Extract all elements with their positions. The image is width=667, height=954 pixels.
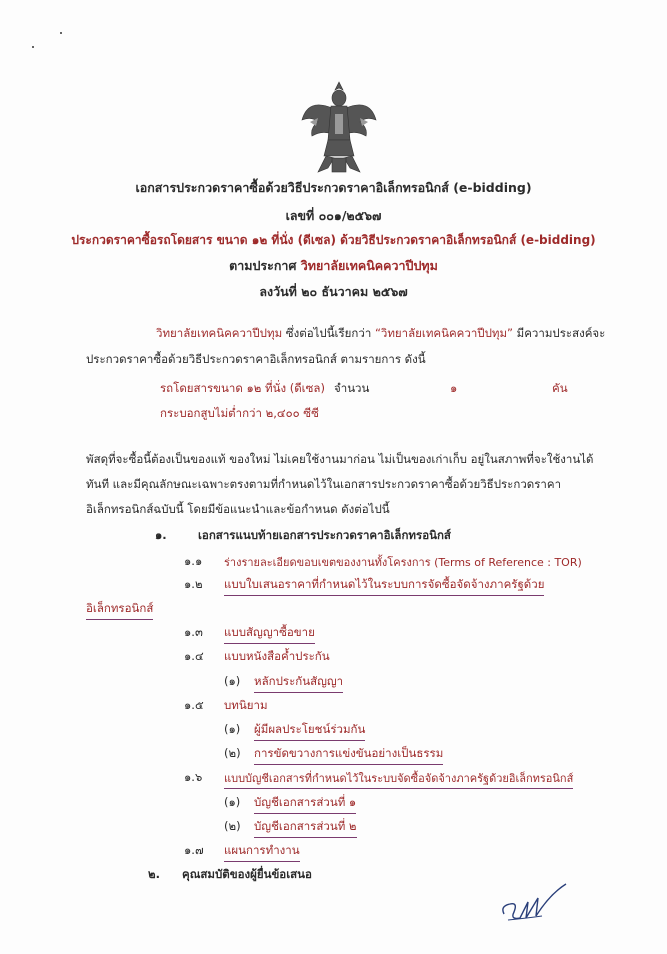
intro-institution-quoted: “วิทยาลัยเทคนิคควาปีปทุม” <box>374 326 513 340</box>
item-1-5-number: ๑.๕ <box>184 698 204 712</box>
item-1-6-sub-2-number: (๒) <box>224 819 241 833</box>
speck <box>60 32 62 34</box>
item-1-4-sub-1-text: หลักประกันสัญญา <box>254 673 343 693</box>
section-1-title: เอกสารแนบท้ายเอกสารประกวดราคาอิเล็กทรอนิกส์ <box>198 528 451 542</box>
item-qty-label: จำนวน <box>334 381 370 395</box>
item-unit: คัน <box>552 381 568 395</box>
item-1-3-text: แบบสัญญาซื้อขาย <box>224 624 315 644</box>
section-2-title: คุณสมบัติของผู้ยื่นข้อเสนอ <box>182 867 312 881</box>
item-1-4-sub-1-number: (๑) <box>224 674 241 688</box>
item-qty: ๑ <box>450 381 458 395</box>
speck <box>32 46 34 48</box>
document-subject: ประกวดราคาซื้อรถโดยสาร ขนาด ๑๒ ที่นั่ง (ดีเซล) ด้วยวิธีประกวดราคาอิเล็กทรอนิกส์ (e-bidding) <box>71 233 596 247</box>
item-1-6-number: ๑.๖ <box>184 770 203 784</box>
announcement-line <box>0 256 667 276</box>
item-1-2-number: ๑.๒ <box>184 577 203 591</box>
item-1-6-sub-1-text: บัญชีเอกสารส่วนที่ ๑ <box>254 794 356 814</box>
document-date: ลงวันที่ ๒๐ ธันวาคม ๒๕๖๗ <box>259 284 408 299</box>
para-line-2: ทันที และมีคุณลักษณะเฉพาะตรงตามที่กำหนดไว้ในเอกสารประกวดราคาซื้อด้วยวิธีประกวดราคา <box>86 477 562 491</box>
signature-icon <box>498 878 570 926</box>
item-1-5-sub-2-text: การขัดขวางการแข่งขันอย่างเป็นธรรม <box>254 745 443 765</box>
item-1-5-sub-2-number: (๒) <box>224 746 241 760</box>
document-title: เอกสารประกวดราคาซื้อด้วยวิธีประกวดราคาอิเล็กทรอนิกส์ (e-bidding) <box>135 180 532 195</box>
para-line-1: พัสดุที่จะซื้อนี้ต้องเป็นของแท้ ของใหม่ ไม่เคยใช้งานมาก่อน ไม่เป็นของเก่าเก็บ อยู่ในสภาพที่จะใช้งานได้ <box>86 452 594 466</box>
item-1-2-continued: อิเล็กทรอนิกส์ <box>86 600 153 620</box>
intro-line-2: ประกวดราคาซื้อด้วยวิธีประกวดราคาอิเล็กทรอนิกส์ ตามรายการ ดังนี้ <box>86 352 426 366</box>
item-name: รถโดยสารขนาด ๑๒ ที่นั่ง (ดีเซล) <box>160 381 325 395</box>
section-1-number: ๑. <box>155 528 167 542</box>
item-1-5-sub-1-number: (๑) <box>224 722 241 736</box>
intro-institution: วิทยาลัยเทคนิคควาปีปทุม <box>156 326 283 340</box>
section-2-number: ๒. <box>148 867 160 881</box>
intro-text-end: มีความประสงค์จะ <box>513 326 606 340</box>
item-1-2-text: แบบใบเสนอราคาที่กำหนดไว้ในระบบการจัดซื้อจัดจ้างภาครัฐด้วย <box>224 576 544 596</box>
item-1-1-text: ร่างรายละเอียดขอบเขตของงานทั้งโครงการ (Terms of Reference : TOR) <box>224 556 582 569</box>
item-1-4-text: แบบหนังสือค้ำประกัน <box>224 649 330 663</box>
institution-name: วิทยาลัยเทคนิคควาปีปทุม <box>300 258 438 273</box>
garuda-emblem-icon <box>298 78 380 178</box>
intro-text: ซึ่งต่อไปนี้เรียกว่า <box>282 326 375 340</box>
item-1-3-number: ๑.๓ <box>184 625 203 639</box>
announce-label: ตามประกาศ <box>229 258 297 273</box>
item-1-4-number: ๑.๔ <box>184 649 204 663</box>
para-line-3: อิเล็กทรอนิกส์ฉบับนี้ โดยมีข้อแนะนำและข้อกำหนด ดังต่อไปนี้ <box>86 502 390 516</box>
item-spec: กระบอกสูบไม่ต่ำกว่า ๒,๔๐๐ ซีซี <box>160 406 319 420</box>
item-1-6-sub-1-number: (๑) <box>224 795 241 809</box>
item-1-7-text: แผนการทำงาน <box>224 842 300 862</box>
item-1-5-text: บทนิยาม <box>224 698 268 712</box>
item-1-1-number: ๑.๑ <box>184 554 203 568</box>
intro-line-1 <box>156 325 605 343</box>
item-1-6-sub-2-text: บัญชีเอกสารส่วนที่ ๒ <box>254 818 357 838</box>
item-1-6-text: แบบบัญชีเอกสารที่กำหนดไว้ในระบบจัดซื้อจัดจ้างภาครัฐด้วยอิเล็กทรอนิกส์ <box>224 769 573 789</box>
item-1-5-sub-1-text: ผู้มีผลประโยชน์ร่วมกัน <box>254 721 365 741</box>
item-1-7-number: ๑.๗ <box>184 843 204 857</box>
document-number: เลขที่ ๐๐๑/๒๕๖๗ <box>285 208 382 223</box>
